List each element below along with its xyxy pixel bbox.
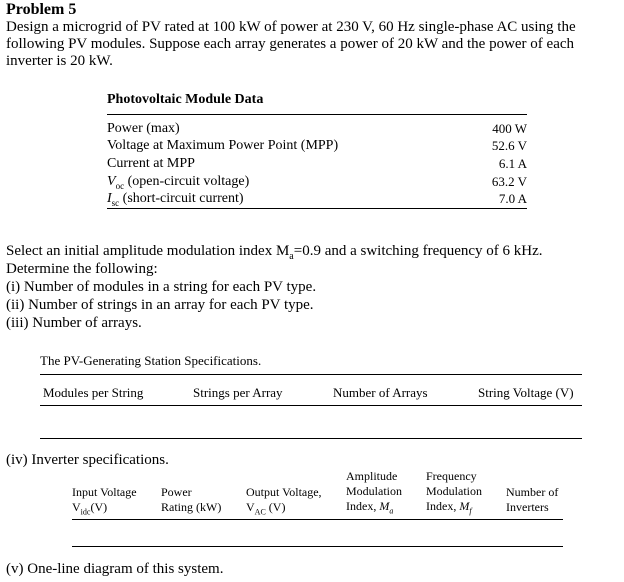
problem-title: Problem 5 bbox=[6, 1, 77, 18]
pv-row-power bbox=[107, 120, 527, 138]
inv-h3-rest: (V) bbox=[265, 500, 286, 514]
isc-subscript: sc bbox=[111, 197, 120, 208]
inv-h4-l3 bbox=[346, 499, 402, 518]
station-header-strings: Strings per Array bbox=[193, 385, 283, 400]
pv-row-voc bbox=[107, 173, 527, 191]
question-5: (v) One-line diagram of this system. bbox=[6, 561, 224, 577]
inv-h4-l2: Modulation bbox=[346, 484, 402, 498]
inv-h4-sym: M bbox=[379, 499, 390, 513]
isc-symbol: I bbox=[107, 191, 112, 206]
pv-row-isc bbox=[107, 190, 527, 208]
pv-row-label: Voltage at Maximum Power Point (MPP) bbox=[107, 138, 339, 153]
pv-table-title: Photovoltaic Module Data bbox=[107, 92, 264, 107]
inv-h3-sub: AC bbox=[254, 507, 266, 517]
inv-h5-l2: Modulation bbox=[426, 484, 482, 498]
inv-h1-l2 bbox=[72, 500, 137, 519]
inv-h2-l1: Power bbox=[161, 485, 192, 499]
inv-h5-l3 bbox=[426, 499, 482, 518]
inv-header-num-inverters bbox=[506, 485, 558, 515]
inv-header-input-voltage bbox=[72, 485, 137, 519]
station-table-mid-rule bbox=[40, 405, 582, 406]
inv-header-power-rating bbox=[161, 485, 221, 515]
inv-h3-sym: V bbox=[246, 500, 255, 514]
voc-symbol: V bbox=[107, 174, 116, 189]
inv-h2-l2: Rating (kW) bbox=[161, 500, 222, 514]
pv-table-bottom-rule bbox=[107, 208, 527, 209]
problem-intro: Design a microgrid of PV rated at 100 kW of power at 230 V, 60 Hz single-phase AC using the following PV modules. Suppose each array generates a power of 20 kW and the power of each inverter is 20 kW. bbox=[6, 19, 576, 69]
question-2: (ii) Number of strings in an array for each PV type. bbox=[6, 297, 314, 313]
question-3: (iii) Number of arrays. bbox=[6, 315, 142, 331]
inv-h3-l1: Output Voltage, bbox=[246, 485, 322, 499]
select-text-b: =0.9 and a switching frequency of 6 kHz. bbox=[293, 243, 543, 259]
inverter-table-bottom-rule bbox=[72, 546, 563, 547]
inv-header-frequency-mod bbox=[426, 469, 482, 518]
select-text-a: Select an initial amplitude modulation index M bbox=[6, 243, 290, 259]
question-4: (iv) Inverter specifications. bbox=[6, 452, 169, 468]
station-header-voltage: String Voltage (V) bbox=[478, 385, 574, 400]
isc-label-text: (short-circuit current) bbox=[119, 191, 244, 206]
inv-h1-rest: (V) bbox=[90, 500, 108, 514]
station-table-title: The PV-Generating Station Specifications. bbox=[40, 353, 262, 368]
pv-row-value: 52.6 V bbox=[491, 138, 527, 153]
pv-row-value: 7.0 A bbox=[498, 191, 527, 206]
station-header-arrays: Number of Arrays bbox=[333, 385, 428, 400]
inv-h4-text: Index, bbox=[346, 499, 380, 513]
pv-row-value: 63.2 V bbox=[491, 174, 527, 189]
inv-h6-l2: Inverters bbox=[506, 500, 549, 514]
inv-h5-l1: Frequency bbox=[426, 469, 477, 483]
voc-label-text: (open-circuit voltage) bbox=[124, 174, 250, 189]
inv-h5-text: Index, bbox=[426, 499, 460, 513]
question-1: (i) Number of modules in a string for each PV type. bbox=[6, 279, 317, 295]
inv-h3-l2 bbox=[246, 500, 322, 519]
inv-h6-l1: Number of bbox=[506, 485, 559, 499]
pv-table-top-rule bbox=[107, 114, 527, 115]
inv-h5-sym: M bbox=[459, 499, 470, 513]
pv-row-value: 6.1 A bbox=[498, 156, 527, 171]
determine-line: Determine the following: bbox=[6, 261, 158, 277]
pv-row-vmpp bbox=[107, 137, 527, 155]
pv-row-label: Current at MPP bbox=[107, 156, 195, 171]
inverter-table-mid-rule bbox=[72, 519, 563, 520]
inv-h1-sub: idc bbox=[80, 507, 91, 517]
voc-subscript: oc bbox=[115, 180, 125, 191]
station-header-modules: Modules per String bbox=[43, 385, 144, 400]
station-table-bottom-rule bbox=[40, 438, 582, 439]
station-table-top-rule bbox=[40, 374, 582, 375]
inv-header-amplitude-mod bbox=[346, 469, 402, 518]
inv-h4-sub: a bbox=[389, 506, 394, 516]
select-subscript: a bbox=[289, 251, 294, 262]
inv-h4-l1: Amplitude bbox=[346, 469, 398, 483]
pv-row-label: Power (max) bbox=[107, 121, 180, 136]
pv-row-impp bbox=[107, 155, 527, 173]
pv-row-value: 400 W bbox=[492, 121, 527, 136]
inv-h1-l1: Input Voltage bbox=[72, 485, 137, 499]
inv-h5-sub: f bbox=[469, 506, 472, 516]
inv-h1-sym: V bbox=[72, 500, 81, 514]
inv-header-output-voltage bbox=[246, 485, 322, 519]
